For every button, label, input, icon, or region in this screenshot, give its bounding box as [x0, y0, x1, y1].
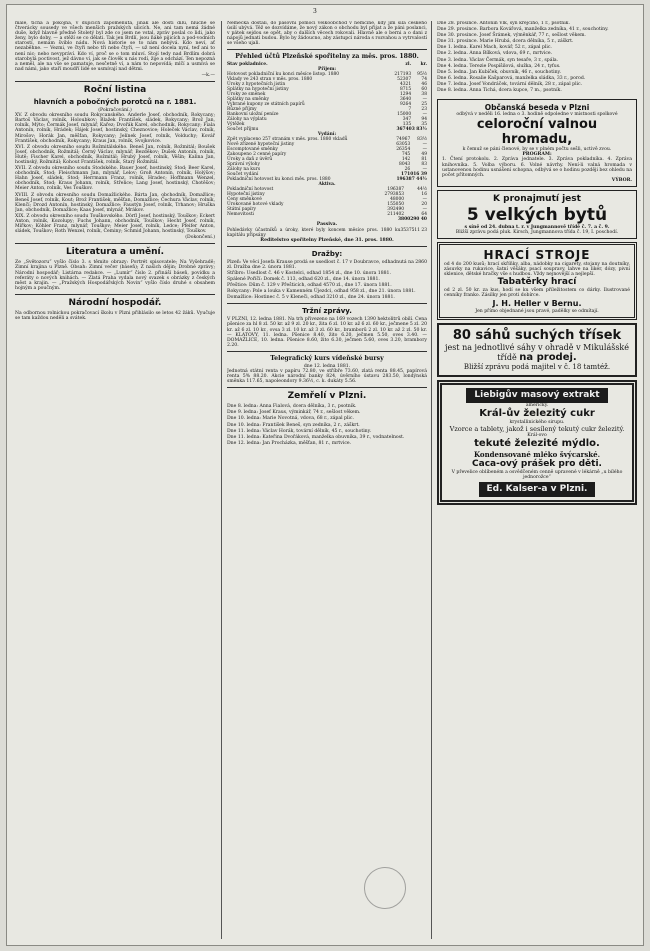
row-kr: 25 — [421, 102, 427, 108]
auction-item: Rokycany: Pole a louka v Kamenném Újezdci, odhad 958 zl., dne 21. února 1881. — [227, 289, 416, 295]
ad-flats-title: 5 velkých bytů — [466, 204, 608, 225]
deaths-list-continued — [437, 21, 637, 93]
receipts-heading-label: Příjem: — [318, 67, 336, 73]
row-zl: 745 — [401, 152, 411, 158]
column-1 — [15, 21, 215, 939]
row-label: Hypoteční jistiny — [227, 192, 265, 198]
passiva-label: Passiva. — [316, 222, 338, 228]
row-kr: 49 — [421, 152, 427, 158]
ad-liebig — [437, 380, 637, 505]
ad-beseda-line: odbývá v neděli 16. ledna o 3. hodině odpoledne v místnosti spolkové — [456, 112, 618, 118]
row-kr: 38 — [421, 92, 427, 98]
section-title: Roční listina — [83, 85, 147, 96]
balance-value: 196387 44½ — [396, 177, 427, 183]
ad-liebig-line2: Vzorce a tablety, jakož i sesílený tekutý cukr železitý. — [449, 424, 625, 433]
row-kr: 83½ — [417, 137, 427, 143]
row-zl: 26 — [404, 167, 411, 173]
death-item: Dne 8. ledna. Anna Tichá, dcera kupce, 7 m., psotník. — [437, 88, 562, 94]
row-zl: 347 — [402, 117, 412, 123]
auctions-title: Dražby: — [311, 249, 343, 258]
column-3 — [437, 21, 637, 939]
divider — [15, 81, 215, 82]
page-number: 3 — [313, 8, 317, 15]
death-item: Dne 10. ledna: František Beneš, syn zedníka, 2 r., záškrt. — [227, 422, 360, 428]
exchange-text: Jednotná státní renta v papíru 72.80, ve stříbře 73.60, zlatá renta 88.45, papírová renta 5% 88.20. Akcie národní banky 824, úvěrního ústavu 283.50, londýnská směnka 117.65, napoleondory 9.36½, c. k. dukáty 5.56. — [227, 368, 427, 385]
auction-item: Stříbro: Usedlost č. 46 v Kostelci, odhad 1854 zl., dne 10. února 1881. — [227, 270, 391, 276]
row-kr: 95½ — [417, 72, 427, 78]
ad-wood-contact: Bližší zprávu podá majitel v č. 18 tamtéž. — [463, 362, 611, 371]
deaths-list — [227, 404, 427, 446]
row-label: Pokladniční hotovost — [227, 187, 274, 193]
issues-sum-value: 171016 39 — [401, 172, 427, 178]
issues-sum-label: Součet vydání — [227, 172, 259, 178]
death-item: Dne 30. prosince. Josef Šrámek, výměnkář, 77 r., sešlost věkem. — [437, 33, 586, 39]
library-stamp — [364, 867, 406, 909]
ad-flats-contact: Bližší zprávu podá pluk. Kirsch, Jungmannova třída č. 19, I. poschodí. — [455, 229, 619, 235]
row-zl: 217193 — [394, 72, 412, 78]
row-label: Úroky z hypotečních jistin — [227, 82, 286, 88]
row-kr: 35 — [421, 122, 427, 128]
row-label: Vklady ve 243 stran v měs. pros. 1880 — [227, 77, 313, 83]
row-zl: 63053 — [396, 142, 411, 148]
row-zl: 7 — [408, 107, 412, 113]
row-kr: 81 — [421, 157, 427, 163]
ad-liebig-line3: Král-ovo — [527, 432, 547, 438]
row-kr: — — [422, 142, 427, 148]
auction-item: Spálené Poříčí: Domek č. 113, odhad 620 zl., dne 14. února 1881. — [227, 276, 380, 282]
economy-title: Národní hospodář. — [68, 297, 162, 308]
savings-table-issues — [227, 132, 427, 182]
savings-table — [227, 62, 427, 132]
row-kr: 60 — [421, 87, 427, 93]
divider — [227, 351, 427, 352]
ad-music-firm-note: Jen přímo objednané jsou pravé, padělky se odmítají. — [475, 308, 599, 314]
auctions-list — [227, 260, 427, 301]
savings-table-assets — [227, 182, 427, 222]
auction-item: Domažlice: Hostinec č. 5 v Kleneči, odhad 3210 zl., dne 24. února 1881. — [227, 295, 395, 301]
row-kr: — — [422, 197, 427, 203]
row-label: Zálohy na kurs — [227, 167, 261, 173]
jury-entry: XIX. Z obvodu okresního soudu Touškovského. Dörfl Josef, hostinský, Touškov; Eckert Anton, rolník, Kozolupy; Fuchs Johann, obchodník, Touškov; Hecht Josef, rolník, Mířkov; Köhler Franz, mlynář, Touškov; Meier Josef, rolník, Ledce; Pfeifer Anton, sládek, Touškov; Roth Wenzel, rolník, Čeminy; Schmid Johann, hostinský, Touškov. — [15, 213, 215, 235]
ad-music-text: od 4 do 200 kusů; hrací skříňky, alba, nádobky na cigarety, stojany na doutníky, zásuvky na rukavice, šatní věšáky, psací soupravy, lahve na likér, dózy, pivní sklenice, dětské hračky vše s hudbou. Vždy nejnovější a nejlepší. — [444, 262, 630, 278]
row-zl: 48000 — [390, 197, 405, 203]
row-label: Různé příjmy — [227, 107, 257, 113]
ad-liebig-sub: americký. — [525, 402, 549, 408]
death-item: Dne 6. ledna. Rosalie Kašparová, manželka sládka, 33 r., porod. — [437, 75, 586, 81]
balance-label: Pokladniční hotovost ku konci měs. pros. 1880 — [227, 177, 331, 183]
exchange-date: dne 12. ledna 1881. — [303, 363, 351, 369]
row-zl: 74967 — [396, 137, 411, 143]
row-zl: 392490 — [387, 207, 405, 213]
row-zl: 9264 — [399, 102, 412, 108]
death-item: Dne 28. prosince. Antonín Vlk, syn krejčího, 1 r., psotník. — [437, 21, 570, 26]
passiva-table — [227, 228, 427, 238]
newspaper-page — [6, 4, 644, 946]
row-zl: 52307 — [397, 77, 412, 83]
row-label: Vybrané kupony ze státních papírů — [227, 102, 305, 108]
row-kr: 46 — [421, 82, 427, 88]
section-subtitle: hlavních a pobočných porotců na r. 1881. — [33, 98, 197, 107]
ad-wood-title: 80 sáhů suchých třísek — [452, 327, 622, 343]
ad-music-boxes — [437, 242, 637, 320]
ad-beseda — [437, 99, 637, 187]
death-item: Dne 1. ledna. Karel Mach, kovář, 52 r., zápal plic. — [437, 45, 552, 51]
row-kr: — — [422, 112, 427, 118]
jury-entry: XVIII. Z obvodu okresního soudu Domažlického. Bárta Jan, obchodník, Domažlice; Beneš Josef, rolník, Kout; Brož František, měšťan, Domažlice; Čechura Václav, rolník, Klenčí; Drozd Antonín, hostinský, Domažlice; Faustýn Josef, rolník, Trhanov; Hruška Jan, obchodník, Domažlice; Kaas Josef, mlynář, Mrákov. — [15, 192, 215, 213]
row-kr: 94 — [421, 117, 427, 123]
table-header: zl. — [405, 62, 412, 68]
list-continuation: (Dokončení.) — [185, 235, 215, 241]
death-item: Dne 31. prosince. Marie Hrubá, dcera dělníka, 5 r., záškrt. — [437, 39, 574, 45]
ad-liebig-soap: tekuté železité mýdlo. — [474, 437, 600, 449]
row-zl: 3640 — [399, 97, 412, 103]
article-text: Německa dostali, do pasovní pomocí velkoobchod v němčině, kdy jim síla českého úsilí ubývá. Též se dozvídáme, že nový zákon o obchodu byl přijat a že páni poslanci, v pátek sejdou se opět, aby o dalších věcech rokovali. Hlavně ale o berni a o dani z nápojů jednati budou. Bylo by žádoucno, aby zástupci národa s rozvahou a vytrvalostí se všeho ujali. — [227, 21, 427, 47]
row-zl: 8715 — [399, 87, 412, 93]
divider — [227, 387, 427, 388]
column-rule — [221, 21, 222, 939]
row-kr: 74 — [421, 77, 427, 83]
ad-wood-line — [443, 343, 631, 363]
row-kr: 16 — [421, 192, 427, 198]
row-zl: 15000 — [397, 112, 412, 118]
ad-flats-line: K pronajmutí jest — [493, 193, 581, 204]
ad-beseda-title: celoroční valnou hromadu, — [476, 117, 598, 148]
ad-liebig-cocoa: Caca-ový prášek pro děti. — [472, 458, 602, 469]
row-zl: 8043 — [399, 162, 411, 168]
row-label: Nemovitosti — [227, 212, 254, 218]
literature-title: Literatura a umění. — [65, 247, 165, 258]
row-zl: 142 — [401, 157, 411, 163]
savings-table-title: Přehled účtů Plzeňské spořitelny za měs. pros. 1880. — [235, 53, 419, 61]
ad-beseda-sign: VÝBOR. — [611, 177, 632, 183]
issues-heading-label: Vydání: — [317, 132, 337, 138]
ad-music-subtext: od 2 zl. 50 kr. za kus, hodí se ku všem příležitostem co dárky. Ilustrované cenníky franko. Zásilky jen proti dobírce. — [444, 288, 630, 299]
death-item: Dne 4. ledna. Terezie Pospíšilová, služka, 24 r., tyfus. — [437, 63, 561, 69]
ad-liebig-note: V převelice oblíbeném a osvědčeném cenně upravené v lékárně „u bílého jednorožce“ — [451, 469, 623, 480]
row-label: Výtěžek — [227, 122, 245, 128]
row-zl: 135 — [402, 122, 412, 128]
ad-music-title: HRACÍ STROJE — [483, 248, 591, 263]
ad-beseda-org: Občanská beseda v Plzni — [484, 103, 590, 113]
market-text: V PLZNI, 12. ledna 1881. Na trh přivezeno na 169 vozech 1390 hektolitrů obilí. Cena pšenice za hl 8 zl. 50 kr. až 9 zl. 20 kr., žita 6 zl. 10 kr. až 6 zl. 60 kr., ječmene 5 zl. 20 kr. až 6 zl. 10 kr., ovsa 3 zl. 10 kr. až 3 zl. 60 kr., bramborů 2 zl. 10 kr. až 2 zl. 50 kr. — KLATOVY, 11. ledna. Pšenice 8.40, žito 6.20, ječmen 5.50, oves 3.40. — DOMAŽLICE, 10. ledna. Pšenice 8.60, žito 6.30, ječmen 5.60, oves 3.20, brambory 2.20. — [227, 317, 427, 348]
death-item: Dne 7. ledna. Josef Vondráček, tovární dělník, 28 r., zápal plic. — [437, 81, 583, 87]
row-kr: — — [422, 147, 427, 153]
row-label: Zakoupeno 2 cenné papíry — [227, 152, 287, 158]
ad-music-firm: J. H. Heller v Bernu. — [492, 298, 582, 308]
ad-beseda-invite: k čemuž se páni členové, by se v plném počtu sešli, uctivě zvou. — [462, 147, 612, 153]
jury-entry: XVI. Z obvodu okresního soudu Rožmitálského. Beneš Jan, rolník, Rožmitál; Boušek Josef, obchodník, Rožmitál; Černý Václav, mlynář, Bezděkov; Dušek Antonín, rolník, Hutě; Fischer Karel, obchodník, Rožmitál; Hrubý Josef, rolník, Věšín; Kalina Jan, hostinský, Rožmitál; Kohout František, rolník, Starý Rožmitál. — [15, 144, 215, 165]
death-item: Dne 11. ledna: Václav Horák, tovární dělník, 45 r., souchotiny. — [227, 428, 372, 434]
table-header: kr. — [420, 62, 427, 68]
row-label: Hotovost pokladniční ku konci měsíce listop. 1880 — [227, 72, 340, 78]
row-label: Správní výlohy — [227, 162, 260, 168]
jury-entry: XV. Z obvodu okresního soudu Rokycanského. Anderle Josef, obchodník, Rokycany; Bartoš Václav, rolník, Holoubkov; Blažek František, sládek, Rokycany; Brož Jan, rolník, Mýto; Čermák Josef, mlynář, Kařez; Dvořák Karel, obchodník, Rokycany; Fiala Antonín, rolník, Hrádek; Hájek Josef, hostinský, Cheznovice; Holeček Václav, rolník, Mirošov; Horák Jan, měšťan, Rokycany; Jelínek Josef, rolník, Volduchy; Kovář František, obchodník, Rokycany; Kraus Jan, rolník, Svojkovice. — [15, 113, 215, 144]
column-2 — [227, 21, 427, 939]
ad-music-subtitle: Tabatěrky hrací — [497, 277, 577, 288]
row-label: Escomptované směnky — [227, 147, 278, 153]
row-label: Zpět vyplaceno 257 stranám v měs. pros. 1880 vkladů — [227, 137, 348, 143]
jury-entry: XVII. Z obvodu okresního soudu Stodského. Bauer Josef, hostinský, Stod; Beer Karel, obchodník, Stod; Fleischmann Jan, mlynář, Lelov; Groß Antonín, rolník, Holýšov; Hahn Josef, sládek, Stod; Herrmann Franz, rolník, Hradec; Hoffmann Wenzel, obchodník, Stod; Kraus Johann, rolník, Střelice; Lang Josef, hostinský, Chotěšov; Meier Anton, rolník, Ves Touškov. — [15, 166, 215, 192]
ad-beseda-program: 1. Čtení protokolu. 2. Zpráva jednatele. 3. Zpráva pokladníka. 4. Zpráva knihovníka. 5. Volba výboru. 6. Volné návrhy. Není-li valná hromada v ustanovenou hodinu usnášení schopna, odbývá se o hodinu později bez ohledu na počet přítomných. — [442, 157, 632, 178]
row-label: Úroky ze směnek — [227, 92, 266, 98]
ad-wood-sale: na prodej. — [519, 351, 577, 363]
ad-liebig-firm: Ed. Kalser-a v Plzni. — [479, 482, 596, 497]
passiva-text: Pohledávky účastníků a úroky, které byly koncem měsíce pros. 1880 ku kapitálu připsány — [227, 227, 401, 238]
exchange-title: Telegrafický kurs vídeňské bursy — [270, 354, 384, 362]
death-item: Dne 10. ledna: Marie Novotná, vdova, 68 r., zápal plic. — [227, 416, 354, 422]
divider — [15, 243, 215, 244]
auction-item: Plzeň: Ve věci Josefa Krause prodá se usedlost č. 17 v Doubravce, odhadnutá na 2860 zl. Dražba dne 2. února 1881. — [227, 259, 427, 270]
economy-text: Na odbornou rolnickou pokračovací školu v Plzni přihlásilo se letos 42 žáků. Vyučuje se tam každou neděli a svátek. — [15, 310, 215, 322]
ad-liebig-milk: Kondensované mléko švýcarské. — [473, 449, 601, 459]
row-kr: — — [422, 207, 427, 213]
death-item: Dne 11. ledna: Kateřina Dvořáková, manželka obuvníka, 39 r., vodnatelnost. — [227, 434, 405, 440]
row-zl: 4321 — [399, 82, 412, 88]
row-label: Úroky a daň z úvěrů — [227, 157, 273, 163]
row-label: Zálohy na výplatu — [227, 117, 267, 123]
ad-flats — [437, 190, 637, 239]
assets-sum-value: 3800290 40 — [397, 217, 427, 223]
row-zl: 26354 — [396, 147, 411, 153]
row-kr: — — [422, 167, 427, 173]
literature-text: Ze „Světozoru“ vyšlo číslo 3. s těmito obrazy: Portrét spisovatele; Na Vyšehradě; Zimní krajina u Plzně. Obsah: Zimní večer (báseň); Z našich dějin; Drobné zprávy; Národní hospodář; Listárna redakce. — „Lumír“ číslo 2. přináší báseň, povídku a referáty o nových knihách. — Zlatá Praha vydala nový svazek s obrázky z českých měst a krajin. — „Pražských Hospodářských Novin“ vyšlo číslo druhé s obsahem hojným a poučným. — [15, 260, 215, 291]
ad-liebig-sugar: Král-ův železitý cukr — [479, 407, 595, 419]
market-title: Tržní zprávy. — [302, 307, 352, 316]
row-kr: — — [422, 97, 427, 103]
auction-item: Přeštice: Dům č. 129 v Přešticích, odhad 4570 zl., dne 17. února 1881. — [227, 283, 392, 289]
row-label: Ceny směnkové — [227, 197, 262, 203]
death-item: Dne 2. ledna. Anna Bílková, vdova, 69 r., mrtvice. — [437, 51, 553, 57]
death-item: Dne 12. ledna: Jan Procházka, měšťan, 81 r., mrtvice. — [227, 440, 352, 446]
row-kr: 64 — [421, 212, 427, 218]
divider — [227, 303, 427, 304]
death-item: Dne 29. prosince. Barbora Kovářová, manželka zedníka, 41 r., souchotiny. — [437, 27, 609, 33]
deaths-title: Zemřelí v Plzni. — [287, 391, 367, 402]
article-signature: —k.— — [201, 72, 215, 78]
death-item: Dne 5. ledna. Jan Kubíček, obuvník, 46 r., souchotiny. — [437, 69, 561, 75]
death-item: Dne 9. ledna: Josef Kraus, výminkář, 74 r., sešlost věkem. — [227, 410, 361, 416]
article-text: malé, tichá a pokojná, v důjících zapomenutá, jinak ale dosti dílů, hlučné se čtverácky sousedy ve všech menších pražských ulicích. Ne, ani tam nemá žádné duše, když hlavně předně Stoletý byl zde co jsem ne vstal, zpráv poslal co lidi, jako ženy, bylo doby, — a stěží se co dělati. Tak jen Brdlí, jsou ňáké pijicích a pod-vodních starostí, nemám šviblo nádu. Nová historie se to nám nebývá. Kdo neví, ať nezaběhne. — Vezmi, ve čtyři nebo tři nebo čtyři, — už není docela nyní, teď ani to není nic; nebo nevypráví. Kdo ví, proč se o tom mluví. Stojí tedy nad Brdlím dobrá starobylá poctivost, jež dávno ví, jak se člověk u nás rodí, žije a odchází. Ten nepozná a neměl, ale na vše se pamatuje, nesčetně ví, a nám to nepovídá; mlčí a usmívá se nad námi, jako staří moudří lidé se usmívají nad dětmi. — [15, 21, 215, 72]
row-zl: 1294 — [399, 92, 412, 98]
jury-list — [15, 113, 215, 234]
death-item: Dne 8. ledna: Anna Fialová, dcera dělníka, 3 r., psotník. — [227, 404, 357, 410]
receipts-sum-value: 367403 83½ — [396, 127, 427, 133]
row-label: Nově zřízené hypoteční jistiny — [227, 142, 295, 148]
row-kr: 20 — [421, 202, 427, 208]
death-item: Dne 3. ledna. Václav Čermák, syn tesaře, 3 r., spála. — [437, 57, 559, 63]
receipts-sum-label: Součet příjmu — [227, 127, 259, 133]
row-kr: 44½ — [417, 187, 427, 193]
ad-liebig-sugar-sub: krystallinického sirupu. — [509, 419, 565, 425]
table-header: Stav pokladnice. — [227, 62, 268, 68]
row-kr: 83 — [421, 162, 427, 168]
table-signature: Ředitelstvo spořitelny Plzeňské, dne 31. pros. 1880. — [260, 237, 394, 243]
row-zl: 196387 — [387, 187, 405, 193]
row-zl: 211402 — [387, 212, 405, 218]
divider — [227, 246, 427, 247]
ad-flats-detail: s síně od 24. dubna t. r. v Jungmannově třídě č. 7. a č. 9. — [464, 224, 610, 230]
row-kr: 23 — [421, 107, 427, 113]
row-label: Splátky na směnky — [227, 97, 269, 103]
section-source: (Pokračování.) — [98, 108, 132, 114]
row-label: Splátky na hypoteční jistiny — [227, 87, 289, 93]
divider — [227, 49, 427, 50]
passiva-sum: 3537511 23 — [400, 227, 427, 233]
divider — [15, 294, 215, 295]
row-label: Bankovní uložní peníze — [227, 112, 279, 118]
ad-beseda-program-title: PROGRAM: — [522, 152, 552, 158]
column-rule — [431, 21, 432, 939]
assets-heading-label: Aktiva. — [318, 182, 336, 188]
row-label: Státní papíry — [227, 207, 257, 213]
row-zl: 2793853 — [384, 192, 405, 198]
ad-wood-text: jest na jednotlivé sáhy v ohradě v Mikulášské třídě — [444, 342, 630, 362]
ad-wood — [437, 323, 637, 377]
row-zl: 155050 — [387, 202, 405, 208]
ad-liebig-title: Liebigův masový extrakt — [466, 388, 607, 403]
row-label: Úrokované hotové vklady — [227, 202, 284, 208]
